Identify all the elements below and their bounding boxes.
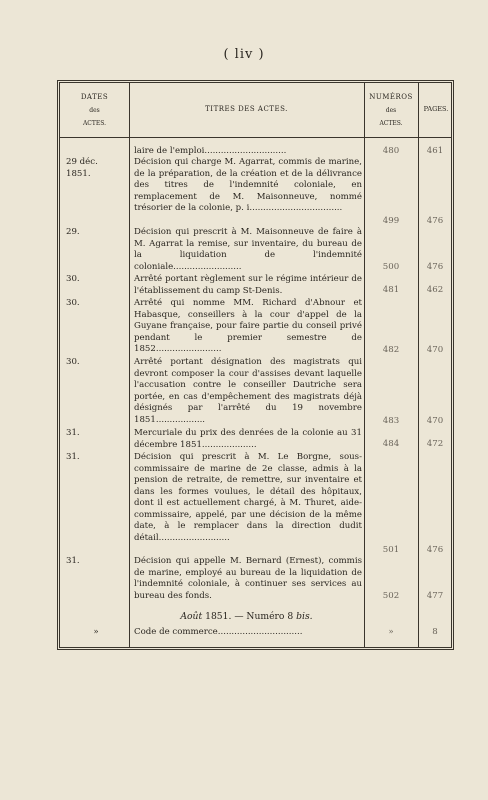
header-rule	[60, 137, 451, 138]
page-number: ( liv )	[223, 47, 265, 62]
entry-page: 476	[426, 262, 444, 272]
entry-title: Code de commerce...............................	[134, 627, 303, 637]
entry-title: Arrêté portant désignation des magistrats qui devront composer la cour d'assises devant laquelle l'accusation contre le conseiller Dautriche sera portée, en cas d'empêchement des magistrats déjà désignés par l'arrêté du 19 novembre 1851..................	[134, 357, 362, 425]
entry-number: »	[388, 627, 394, 637]
entry-page: 477	[426, 591, 444, 601]
entry-number: 481	[382, 285, 400, 295]
header-numeros-line1: NUMÉROS	[369, 93, 413, 101]
entry-date: 30.	[66, 298, 80, 308]
month-bis: bis.	[296, 611, 313, 622]
entry-page: 476	[426, 216, 444, 226]
month-heading	[129, 611, 364, 622]
header-titres: TITRES DES ACTES.	[205, 105, 288, 113]
entry-date: 30.	[66, 274, 80, 284]
entry-number: 501	[382, 545, 400, 555]
header-numeros	[364, 91, 418, 130]
header-numeros-line2: des	[385, 107, 397, 114]
entry-page: 461	[426, 146, 444, 156]
entry-date: »	[93, 627, 99, 637]
header-numeros-line3: ACTES.	[379, 120, 403, 127]
entry-date: 29.	[66, 227, 80, 237]
entry-number: 500	[382, 262, 400, 272]
header-dates-line1: DATES	[80, 93, 109, 101]
entry-title: Arrêté portant règlement sur le régime intérieur de l'établissement du camp St-Denis.	[134, 274, 362, 296]
column-divider	[418, 83, 419, 647]
column-divider	[129, 83, 130, 647]
entry-number: 480	[382, 146, 400, 156]
entry-date: 30.	[66, 357, 80, 367]
entry-page: 476	[426, 545, 444, 555]
index-table	[57, 80, 454, 650]
entry-number: 502	[382, 591, 400, 601]
entry-page: 470	[426, 345, 444, 355]
entry-page: 8	[432, 627, 438, 637]
entry-title: Mercuriale du prix des denrées de la colonie au 31 décembre 1851....................	[134, 428, 362, 450]
entry-title: Arrêté qui nomme MM. Richard d'Abnour et Habasque, conseillers à la cour d'appel de la Guyane française, pour faire partie du conseil privé pendant le premier semestre de 1852........................	[134, 298, 362, 355]
entry-number: 483	[382, 416, 400, 426]
entry-title: Décision qui charge M. Agarrat, commis de marine, de la préparation, de la création et de la délivrance des titres de l'indemnité coloniale, en remplacement de M. Maisonneuve, nommé trésorier de la colonie, p. i..................................	[134, 157, 362, 214]
month-rest: 1851. — Numéro 8	[205, 611, 294, 622]
entry-title: Décision qui prescrit à M. Maisonneuve de faire à M. Agarrat la remise, sur inventaire, du bureau de la liquidation de l'indemnité coloniale.........................	[134, 227, 362, 272]
entry-number: 484	[382, 439, 400, 449]
entry-date: 29 déc. 1851.	[66, 157, 98, 179]
entry-number: 499	[382, 216, 400, 226]
header-pages: PAGES.	[423, 105, 449, 113]
entry-title: Décision qui prescrit à M. Le Borgne, sous-commissaire de marine de 2e classe, admis à la pension de retraite, de remettre, sur inventaire et dans les formes voulues, le détail des hôpitaux, dont il est actuellement chargé, à M. Thuret, aide-commissaire, appelé, par une décision de la même date, à le remplacer dans la direction dudit détail..........................	[134, 452, 362, 544]
entry-title: Décision qui appelle M. Bernard (Ernest), commis de marine, employé au bureau de la liquidation de l'indemnité coloniale, à continuer ses services au bureau des fonds.	[134, 556, 362, 601]
header-dates-line3: ACTES.	[82, 120, 107, 127]
column-divider	[364, 83, 365, 647]
entry-date: 31.	[66, 428, 80, 438]
entry-number: 482	[382, 345, 400, 355]
entry-page: 472	[426, 439, 444, 449]
header-dates-line2: des	[89, 107, 100, 114]
entry-page: 462	[426, 285, 444, 295]
entry-page: 470	[426, 416, 444, 426]
entry-date: 31.	[66, 556, 80, 566]
entry-date: 31.	[66, 452, 80, 462]
header-dates	[60, 91, 129, 130]
month-name: Août	[180, 611, 203, 622]
entry-title: laire de l'emploi..............................	[134, 146, 287, 156]
